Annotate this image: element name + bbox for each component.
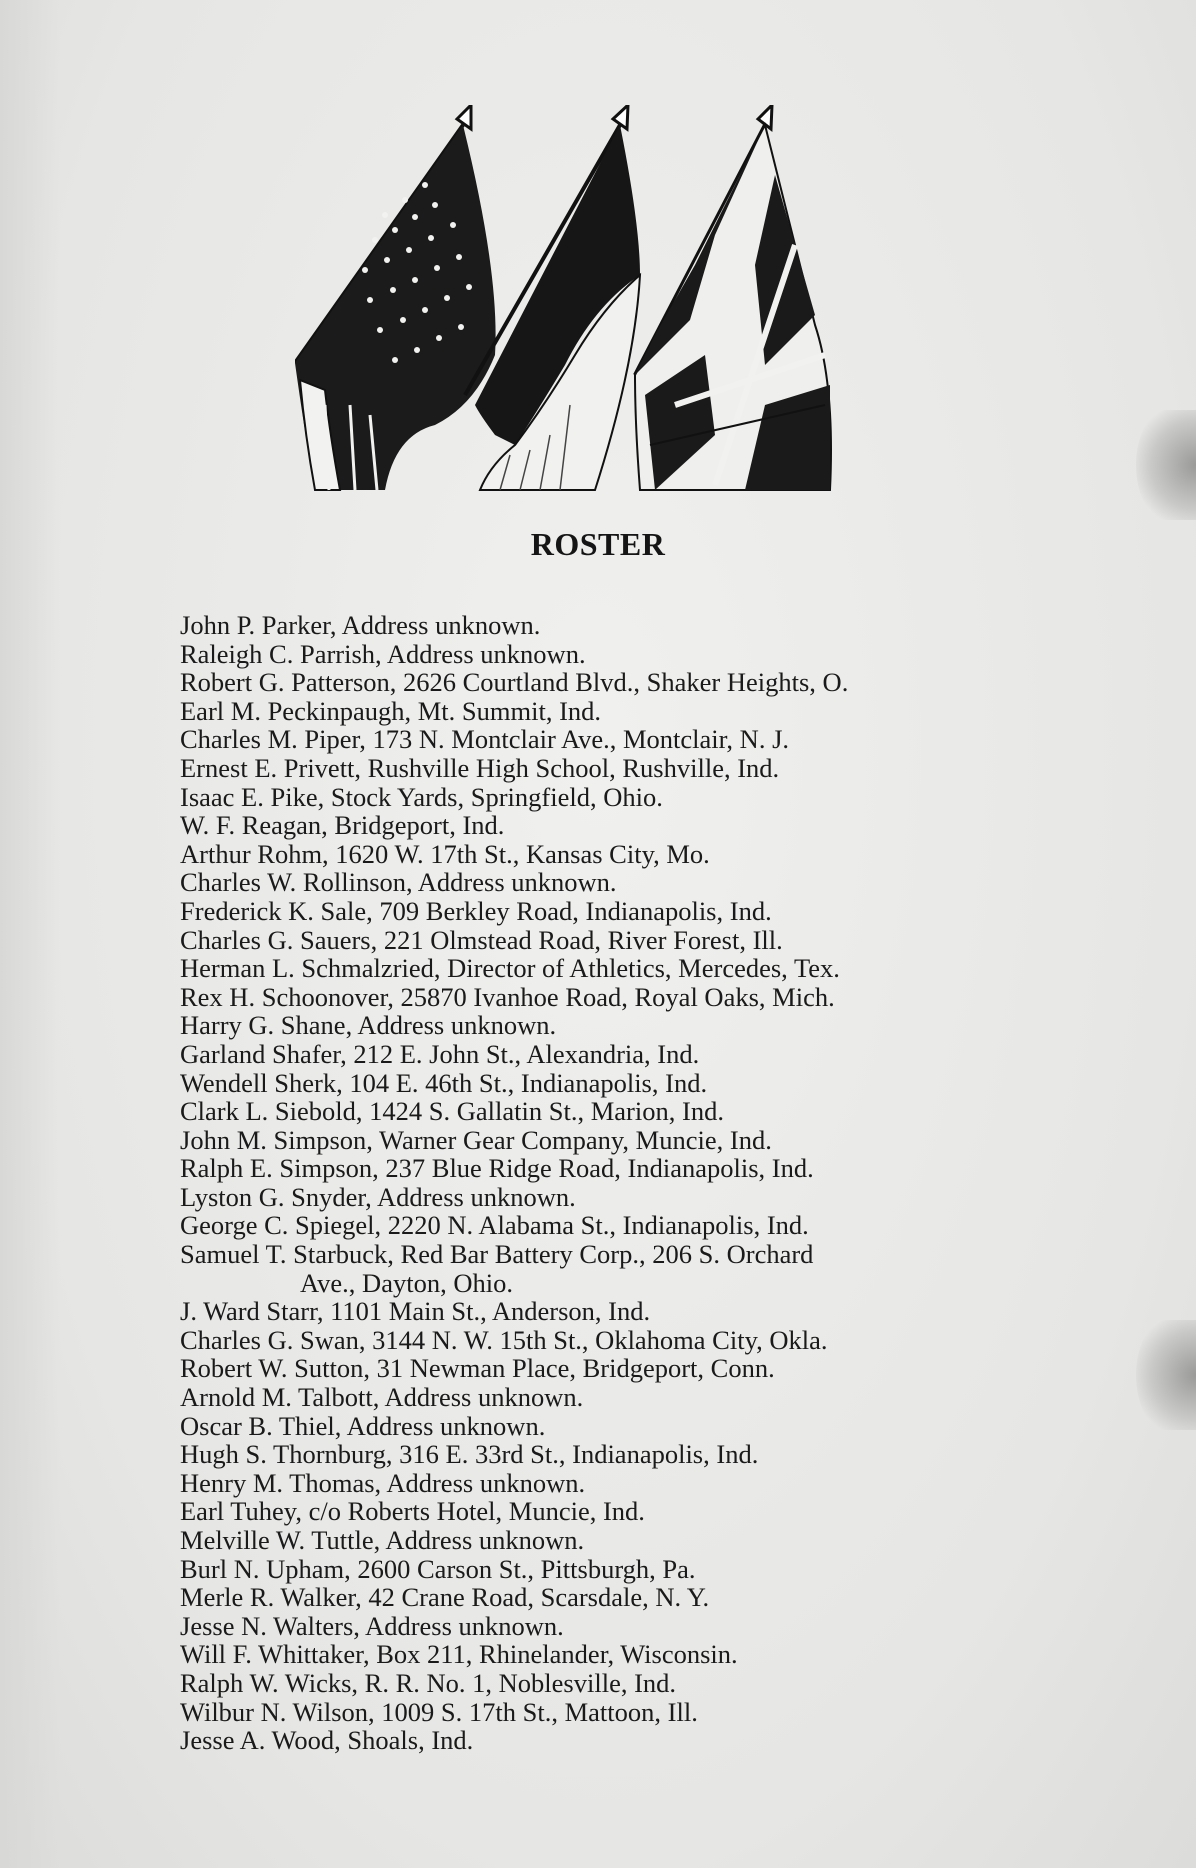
roster-entry: John P. Parker, Address unknown. — [180, 610, 541, 640]
roster-entry: Burl N. Upham, 2600 Carson St., Pittsburgh, Pa. — [180, 1553, 696, 1584]
roster-entry: Robert W. Sutton, 31 Newman Place, Bridgeport, Conn. — [180, 1353, 775, 1384]
roster-entry: Hugh S. Thornburg, 316 E. 33rd St., Indianapolis, Ind. — [180, 1439, 759, 1470]
roster-entry: Wendell Sherk, 104 E. 46th St., Indianapolis, Ind. — [180, 1067, 708, 1098]
roster-entry: Oscar B. Thiel, Address unknown. — [180, 1410, 546, 1441]
roster-entry: Robert G. Patterson, 2626 Courtland Blvd., Shaker Heights, O. — [180, 667, 849, 698]
roster-entry: Charles G. Sauers, 221 Olmstead Road, River Forest, Ill. — [180, 924, 783, 955]
binder-hole-bottom — [1136, 1320, 1196, 1430]
roster-entry: John M. Simpson, Warner Gear Company, Muncie, Ind. — [180, 1124, 772, 1155]
roster-entry: W. F. Reagan, Bridgeport, Ind. — [180, 810, 505, 841]
roster-entry: Frederick K. Sale, 709 Berkley Road, Indianapolis, Ind. — [180, 895, 772, 926]
roster-entry: Charles G. Swan, 3144 N. W. 15th St., Oklahoma City, Okla. — [180, 1324, 828, 1355]
roster-entry: Garland Shafer, 212 E. John St., Alexandria, Ind. — [180, 1038, 700, 1069]
roster-entry: Will F. Whittaker, Box 211, Rhinelander, Wisconsin. — [180, 1639, 738, 1670]
american-flag-icon — [295, 105, 496, 490]
roster-entry: Jesse A. Wood, Shoals, Ind. — [180, 1725, 474, 1756]
roster-entry: Jesse N. Walters, Address unknown. — [180, 1610, 564, 1641]
roster-entry: Arnold M. Talbott, Address unknown. — [180, 1382, 584, 1413]
roster-entry: Wilbur N. Wilson, 1009 S. 17th St., Mattoon, Ill. — [180, 1696, 698, 1727]
roster-entry: Charles W. Rollinson, Address unknown. — [180, 867, 617, 898]
roster-entry: Melville W. Tuttle, Address unknown. — [180, 1525, 585, 1555]
flags-illustration — [295, 105, 905, 495]
roster-entry: Ernest E. Privett, Rushville High School, Rushville, Ind. — [180, 752, 780, 783]
roster-entry: Rex H. Schoonover, 25870 Ivanhoe Road, Royal Oaks, Mich. — [180, 981, 835, 1012]
roster-entry: J. Ward Starr, 1101 Main St., Anderson, Ind. — [180, 1296, 651, 1327]
roster-entry: Earl Tuhey, c/o Roberts Hotel, Muncie, Ind. — [180, 1496, 645, 1527]
roster-entry: Merle R. Walker, 42 Crane Road, Scarsdale, N. Y. — [180, 1582, 710, 1613]
roster-entry: Clark L. Siebold, 1424 S. Gallatin St., Marion, Ind. — [180, 1096, 724, 1127]
roster-entry: Herman L. Schmalzried, Director of Athletics, Mercedes, Tex. — [180, 953, 840, 984]
roster-entry: Henry M. Thomas, Address unknown. — [180, 1467, 586, 1498]
roster-entry: Charles M. Piper, 173 N. Montclair Ave., Montclair, N. J. — [180, 724, 790, 755]
roster-entry: Raleigh C. Parrish, Address unknown. — [180, 638, 586, 669]
roster-list — [180, 611, 1080, 1755]
roster-entry: Ralph W. Wicks, R. R. No. 1, Noblesville, Ind. — [180, 1667, 677, 1698]
roster-entry: Lyston G. Snyder, Address unknown. — [180, 1181, 576, 1212]
continuation-text: Ave., Dayton, Ohio. — [300, 1267, 513, 1298]
roster-entry: Isaac E. Pike, Stock Yards, Springfield, Ohio. — [180, 781, 663, 812]
roster-entry: Harry G. Shane, Address unknown. — [180, 1010, 557, 1041]
roster-entry-continuation — [180, 1269, 1080, 1298]
roster-entry: Arthur Rohm, 1620 W. 17th St., Kansas City, Mo. — [180, 838, 710, 869]
union-jack-icon — [635, 105, 831, 490]
page-spine-shadow — [0, 0, 60, 1868]
roster-entry: Ralph E. Simpson, 237 Blue Ridge Road, Indianapolis, Ind. — [180, 1153, 814, 1184]
roster-entry: George C. Spiegel, 2220 N. Alabama St., Indianapolis, Ind. — [180, 1210, 809, 1241]
page-title: ROSTER — [530, 526, 666, 562]
binder-hole-top — [1136, 410, 1196, 520]
roster-entry: Earl M. Peckinpaugh, Mt. Summit, Ind. — [180, 695, 602, 726]
roster-entry: Samuel T. Starbuck, Red Bar Battery Corp., 206 S. Orchard — [180, 1239, 814, 1270]
